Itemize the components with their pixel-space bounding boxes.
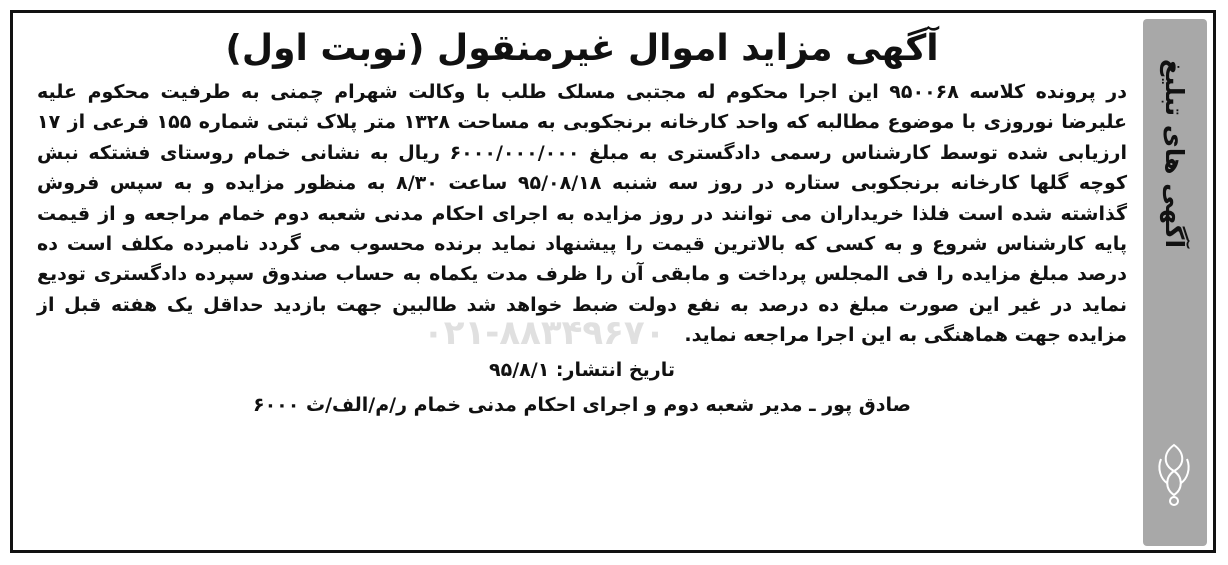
floral-ornament-icon (1155, 439, 1193, 509)
publish-date: تاریخ انتشار: ۹۵/۸/۱ (489, 358, 675, 381)
notice-title: آگهی مزاید اموال غیرمنقول (نوبت اول) (225, 28, 939, 69)
category-label: آگهی های تبلیغ (1160, 59, 1189, 249)
notice-frame (10, 10, 1216, 553)
signature-line: صادق پور ـ مدیر شعبه دوم و اجرای احکام مدنی خمام ر/م/الف/ث ۶۰۰۰ (252, 393, 912, 416)
notice-body: در پرونده کلاسه ۹۵۰۰۶۸ این اجرا محکوم له مجتبی مسلک طلب با وکالت شهرام چمنی به طرفیت محکوم علیه علیرضا نوروزی با موضوع مطالبه که واحد کارخانه برنجکوبی به مساحت ۱۳۲۸ متر پلاک ثبتی شماره ۱۵۵ فرعی از ۱۷ ارزیابی شده توسط کارشناس رسمی دادگستری به مبلغ ۶۰۰۰/۰۰۰/۰۰۰ ریال به نشانی خمام روستای فشتکه نبش کوچه گلها کارخانه برنجکوبی ستاره در روز سه شنبه ۹۵/۰۸/۱۸ ساعت ۸/۳۰ به منظور مزایده و به سپس فروش گذاشته شده است فلذا خریداران می توانند در روز مزایده به اجرای احکام مدنی شعبه دوم خمام مراجعه و از قیمت پایه کارشناس شروع و به کسی که بالاترین قیمت را پیشنهاد نماید برنده محسوب می گردد نامبرده مکلف است ده درصد مبلغ مزایده را فی المجلس پرداخت و مابقی آن را ظرف مدت یکماه به حساب صندوق سپرده دادگستری تودیع نماید در غیر این صورت مبلغ ده درصد به نفع دولت ضبط خواهد شد طالبین جهت بازدید حداقل یک هفته قبل از مزایده جهت هماهنگی به این اجرا مراجعه نماید. (37, 81, 1128, 347)
category-sidebar (1143, 19, 1207, 546)
watermark: ۰۲۱-۸۸۳۴۹۶۷۰ (423, 313, 666, 353)
notice-content (37, 23, 1127, 423)
